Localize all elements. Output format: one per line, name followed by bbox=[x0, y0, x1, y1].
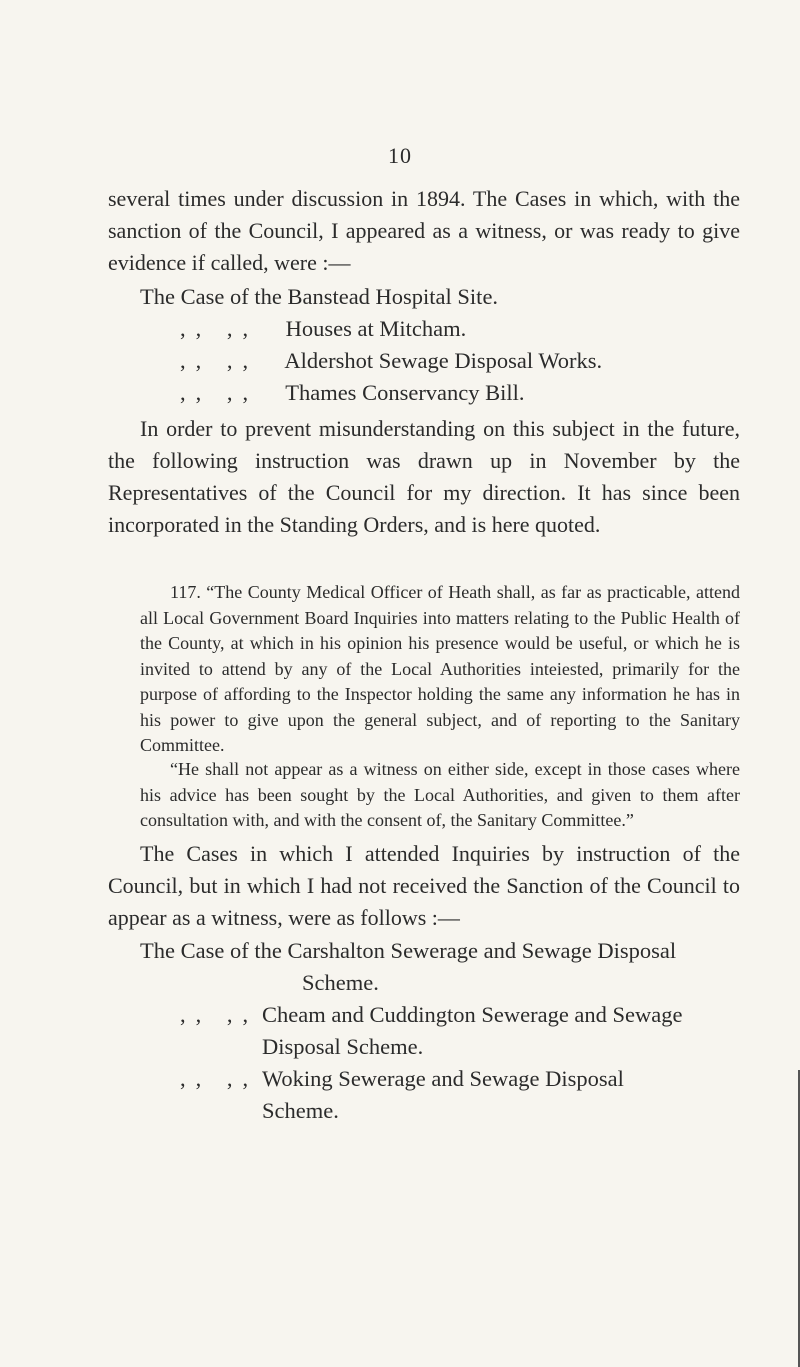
ditto-marks: ,, ,, bbox=[180, 1002, 259, 1027]
ditto-marks: ,, ,, bbox=[180, 380, 259, 405]
case-title: Aldershot Sewage Disposal Works. bbox=[284, 348, 603, 373]
list-item bbox=[140, 345, 602, 377]
list-item bbox=[140, 935, 760, 999]
case-line-continued: Scheme. bbox=[262, 1098, 339, 1123]
case-text-block bbox=[262, 999, 683, 1063]
case-title: Banstead Hospital Site. bbox=[287, 284, 499, 309]
case-list-witness bbox=[140, 281, 602, 409]
list-item bbox=[140, 377, 602, 409]
standing-order-quote-continued: “He shall not appear as a witness on either side, except in those cases where his advice has been sought by the Local Authorities, and given to them after consultation with, and with the consent of, the Sanitary Committee.” bbox=[140, 759, 740, 830]
case-prefix: The Case of the bbox=[140, 284, 282, 309]
case-line: Woking Sewerage and Sewage Disposal bbox=[262, 1066, 624, 1091]
case-line-continued: Scheme. bbox=[302, 970, 379, 995]
standing-order-quote: 117. “The County Medical Officer of Heath shall, as far as practicable, attend all Local Government Board Inquiries into matters relating to the Public Health of the County, at which in his opinion his presence would be useful, or which he is invited to attend by any of the Local Authorities inteiested, primarily for the purpose of affording to the Inspector holding the same any information he has in his power to give upon the general subject, and of reporting to the Sanitary Committee. bbox=[140, 582, 740, 755]
ditto-marks: ,, ,, bbox=[180, 348, 259, 373]
case-list-attended bbox=[140, 935, 760, 1127]
case-title: Houses at Mitcham. bbox=[285, 316, 467, 341]
case-line: The Case of the Carshalton Sewerage and Sewage Disposal bbox=[140, 938, 677, 963]
paragraph-instruction: In order to prevent misunderstanding on this subject in the future, the following instruction was drawn up in November by the Representatives of the Council for my direction. It has since been incorporated in the Standing Orders, and is here quoted. bbox=[108, 416, 740, 537]
list-item bbox=[140, 999, 760, 1063]
case-line-continued: Disposal Scheme. bbox=[262, 1034, 424, 1059]
list-item bbox=[140, 281, 602, 313]
case-line: Cheam and Cuddington Sewerage and Sewage bbox=[262, 1002, 683, 1027]
case-title: Thames Conservancy Bill. bbox=[285, 380, 525, 405]
page-number: 10 bbox=[388, 143, 412, 168]
ditto-marks: ,, ,, bbox=[180, 316, 259, 341]
list-item bbox=[140, 313, 602, 345]
paragraph-inquiries: The Cases in which I attended Inquiries by instruction of the Council, but in which I had not received the Sanction of the Council to appear as a witness, were as follows :— bbox=[108, 841, 740, 930]
paragraph-intro: several times under discussion in 1894. The Cases in which, with the sanction of the Council, I appeared as a witness, or was ready to give evidence if called, were :— bbox=[108, 186, 740, 275]
list-item bbox=[140, 1063, 760, 1127]
case-text-block bbox=[262, 1063, 624, 1127]
ditto-marks: ,, ,, bbox=[180, 1066, 259, 1091]
